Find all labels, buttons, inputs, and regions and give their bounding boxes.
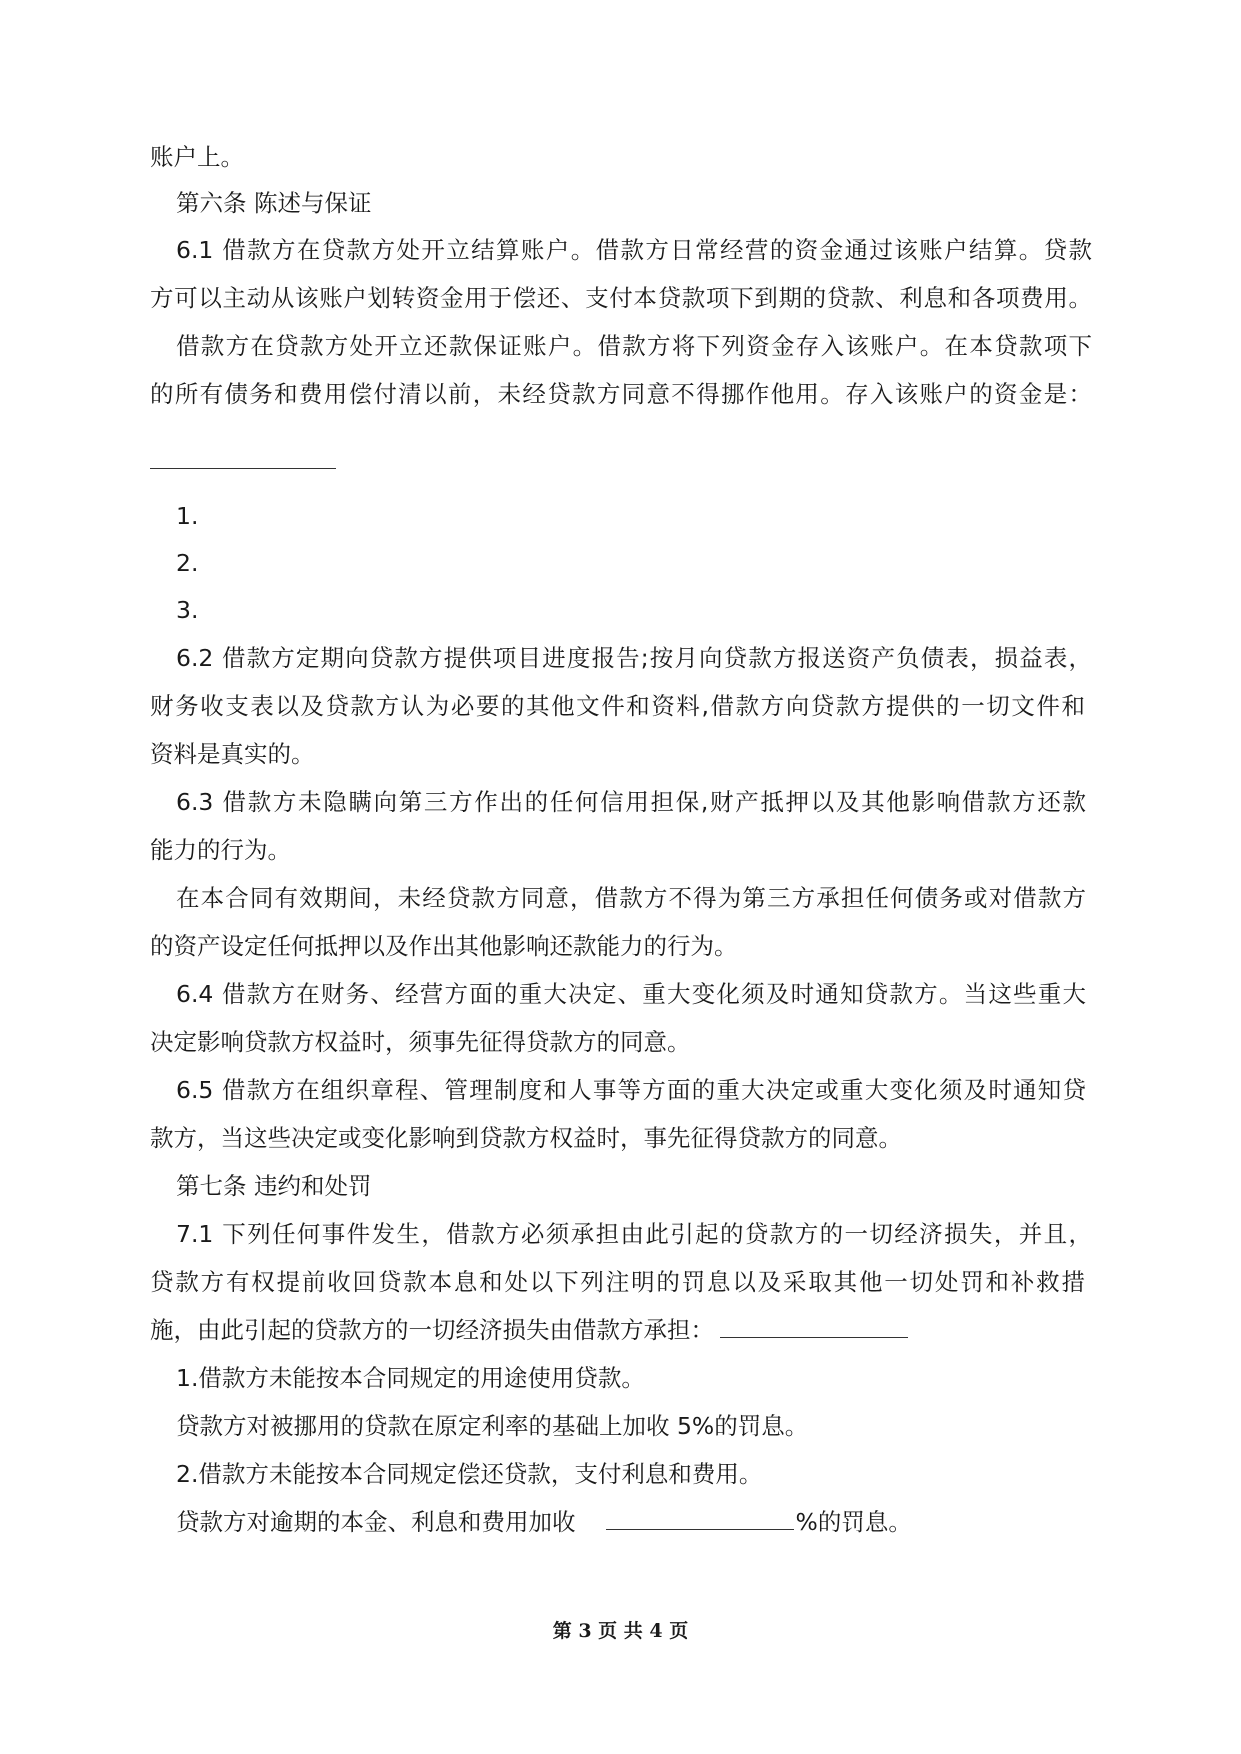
- list-item: 1.: [176, 502, 199, 530]
- text-line: 的所有债务和费用偿付清以前，未经贷款方同意不得挪作他用。存入该账户的资金是：: [150, 380, 1092, 408]
- list-item: 2.: [176, 549, 199, 577]
- text-line: 决定影响贷款方权益时，须事先征得贷款方的同意。: [150, 1028, 691, 1056]
- text-line: 款方，当这些决定或变化影响到贷款方权益时，事先征得贷款方的同意。: [150, 1124, 902, 1152]
- text-line: 资料是真实的。: [150, 740, 315, 768]
- text-span: %的罚息。: [795, 1508, 912, 1536]
- text-line: [150, 1313, 908, 1347]
- text-line: 7.1 下列任何事件发生，借款方必须承担由此引起的贷款方的一切经济损失，并且，: [176, 1220, 1092, 1248]
- text-line: 账户上。: [150, 143, 244, 171]
- text-line: 6.5 借款方在组织章程、管理制度和人事等方面的重大决定或重大变化须及时通知贷: [176, 1076, 1086, 1104]
- text-line: [176, 1505, 912, 1539]
- text-line: 在本合同有效期间，未经贷款方同意，借款方不得为第三方承担任何债务或对借款方: [176, 884, 1086, 912]
- list-item: 2.借款方未能按本合同规定偿还贷款，支付利息和费用。: [176, 1460, 763, 1488]
- text-line: 贷款方对被挪用的贷款在原定利率的基础上加收 5%的罚息。: [176, 1412, 809, 1440]
- text-span: 施，由此引起的贷款方的一切经济损失由借款方承担：: [150, 1316, 714, 1344]
- text-line: 6.2 借款方定期向贷款方提供项目进度报告;按月向贷款方报送资产负债表，损益表，: [176, 644, 1092, 672]
- fill-in-blank: [150, 468, 336, 469]
- text-line: 贷款方有权提前收回贷款本息和处以下列注明的罚息以及采取其他一切处罚和补救措: [150, 1268, 1085, 1296]
- text-line: 财务收支表以及贷款方认为必要的其他文件和资料,借款方向贷款方提供的一切文件和: [150, 692, 1085, 720]
- text-span: 贷款方对逾期的本金、利息和费用加收: [176, 1508, 576, 1536]
- list-item: 3.: [176, 596, 199, 624]
- text-line: 方可以主动从该账户划转资金用于偿还、支付本贷款项下到期的贷款、利息和各项费用。: [150, 284, 1092, 312]
- fill-in-blank: [606, 1507, 794, 1530]
- section-heading: 第六条 陈述与保证: [176, 189, 372, 217]
- text-line: 6.3 借款方未隐瞒向第三方作出的任何信用担保,财产抵押以及其他影响借款方还款: [176, 788, 1086, 816]
- text-line: 的资产设定任何抵押以及作出其他影响还款能力的行为。: [150, 932, 738, 960]
- list-item: 1.借款方未能按本合同规定的用途使用贷款。: [176, 1364, 645, 1392]
- text-line: 6.1 借款方在贷款方处开立结算账户。借款方日常经营的资金通过该账户结算。贷款: [176, 236, 1092, 264]
- text-line: 6.4 借款方在财务、经营方面的重大决定、重大变化须及时通知贷款方。当这些重大: [176, 980, 1086, 1008]
- text-line: 借款方在贷款方处开立还款保证账户。借款方将下列资金存入该账户。在本贷款项下: [176, 332, 1092, 360]
- section-heading: 第七条 违约和处罚: [176, 1172, 372, 1200]
- page-number-footer: 第 3 页 共 4 页: [552, 1620, 689, 1642]
- fill-in-blank: [720, 1315, 908, 1338]
- text-line: 能力的行为。: [150, 836, 291, 864]
